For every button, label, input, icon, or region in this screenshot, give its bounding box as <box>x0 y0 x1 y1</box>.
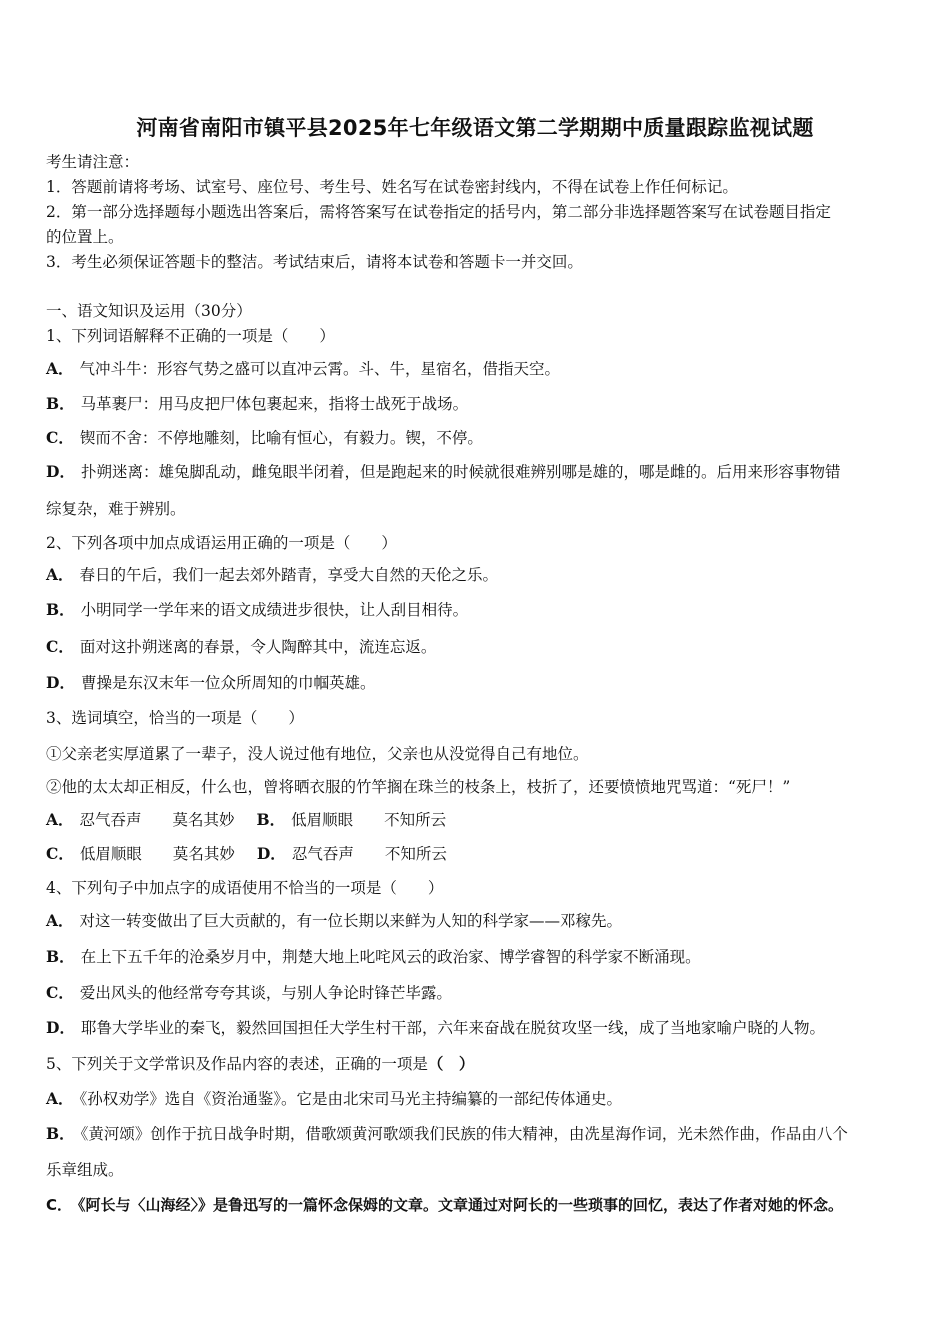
option-label: A． <box>46 565 74 584</box>
option-label: D． <box>46 673 75 692</box>
option-label: B． <box>46 1124 75 1143</box>
q2-option-c <box>46 637 436 657</box>
option-text: 小明同学一学年来的语文成绩进步很快，让人刮目相待。 <box>80 601 469 619</box>
option-text: 《阿长与〈山海经〉》是鲁迅写的一篇怀念保姆的文章。文章通过对阿长的一些琐事的回忆，表达了作者对她的怀念。 <box>78 1196 844 1214</box>
q1-option-b <box>46 394 468 414</box>
option-text: 忍气吞声 莫名其妙 <box>79 811 235 829</box>
option-label: C． <box>46 1196 73 1214</box>
option-label: A． <box>46 359 74 378</box>
option-label: B． <box>46 600 75 619</box>
option-label: D． <box>256 844 286 863</box>
option-label: D． <box>46 462 75 481</box>
option-label: C． <box>46 428 74 447</box>
option-text: 锲而不舍：不停地雕刻，比喻有恒心，有毅力。锲，不停。 <box>79 429 483 447</box>
q4-option-b <box>46 947 701 967</box>
option-text: 《孙权劝学》选自《资治通鉴》。它是由北宋司马光主持编纂的一部纪传体通史。 <box>79 1090 623 1108</box>
q5-option-c <box>46 1195 843 1215</box>
option-text: 低眉顺眼 不知所云 <box>291 811 447 829</box>
option-text: 对这一转变做出了巨大贡献的，有一位长期以来鲜为人知的科学家——邓稼先。 <box>79 912 623 930</box>
q2-option-d <box>46 673 375 693</box>
option-label: A． <box>46 911 74 930</box>
q2-option-a <box>46 565 498 585</box>
option-text: 气冲斗牛：形容气势之盛可以直冲云霄。斗、牛，星宿名，借指天空。 <box>79 360 561 378</box>
q5-option-b <box>46 1124 848 1144</box>
q5-option-b-cont: 乐章组成。 <box>46 1161 124 1179</box>
question-5-stem <box>46 1054 474 1074</box>
option-label: C． <box>46 637 74 656</box>
q1-option-d <box>46 462 840 482</box>
notice-item-3: 3．考生必须保证答题卡的整洁。考试结束后，请将本试卷和答题卡一并交回。 <box>46 253 583 271</box>
option-text: 爱出风头的他经常夸夸其谈，与别人争论时锋芒毕露。 <box>79 984 452 1002</box>
section-heading: 一、语文知识及运用（30分） <box>46 302 252 320</box>
q3-options-cd <box>46 844 447 864</box>
q5-option-a <box>46 1089 622 1109</box>
option-label: A． <box>46 810 74 829</box>
notice-item-1: 1．答题前请将考场、试室号、座位号、考生号、姓名写在试卷密封线内，不得在试卷上作任何标记。 <box>46 178 738 196</box>
notice-heading: 考生请注意： <box>46 153 140 171</box>
option-text: 《黄河颂》创作于抗日战争时期，借歌颂黄河歌颂我们民族的伟大精神，由冼星海作词，光未然作曲，作品由八个 <box>80 1125 848 1143</box>
q4-option-c <box>46 983 452 1003</box>
option-text: 在上下五千年的沧桑岁月中，荆楚大地上叱咤风云的政治家、博学睿智的科学家不断涌现。 <box>80 948 701 966</box>
answer-paren: （ ） <box>427 1054 475 1073</box>
option-label: C． <box>46 844 74 863</box>
option-text: 面对这扑朔迷离的春景，令人陶醉其中，流连忘返。 <box>79 638 437 656</box>
option-text: 忍气吞声 不知所云 <box>291 845 447 863</box>
question-2-stem: 2、下列各项中加点成语运用正确的一项是（ ） <box>46 534 397 552</box>
q1-option-c <box>46 428 483 448</box>
option-label: B． <box>256 810 286 829</box>
option-text: 马革裹尸：用马皮把尸体包裹起来，指将士战死于战场。 <box>80 395 469 413</box>
option-text: 扑朔迷离：雄兔脚乱动，雌兔眼半闭着，但是跑起来的时候就很难辨别哪是雄的，哪是雌的。后用来形容事物错 <box>80 463 841 481</box>
q4-option-a <box>46 911 622 931</box>
option-label: B． <box>46 394 75 413</box>
option-text: 春日的午后，我们一起去郊外踏青，享受大自然的天伦之乐。 <box>79 566 499 584</box>
option-text: 耶鲁大学毕业的秦飞，毅然回国担任大学生村干部，六年来奋战在脱贫攻坚一线，成了当地家喻户晓的人物。 <box>80 1019 825 1037</box>
question-4-stem: 4、下列句子中加点字的成语使用不恰当的一项是（ ） <box>46 879 444 897</box>
option-label: D． <box>46 1018 75 1037</box>
question-5-text: 5、下列关于文学常识及作品内容的表述，正确的一项是 <box>46 1055 428 1073</box>
q3-sentence-1: ①父亲老实厚道累了一辈子，没人说过他有地位，父亲也从没觉得自己有地位。 <box>46 745 589 763</box>
q1-option-d-cont: 综复杂，难于辨别。 <box>46 500 186 518</box>
q4-option-d <box>46 1018 825 1038</box>
exam-title: 河南省南阳市镇平县2025年七年级语文第二学期期中质量跟踪监视试题 <box>136 116 814 140</box>
question-1-stem: 1、下列词语解释不正确的一项是（ ） <box>46 327 335 345</box>
notice-item-2-cont: 的位置上。 <box>46 228 124 246</box>
q1-option-a <box>46 359 560 379</box>
q3-options-ab <box>46 810 446 830</box>
option-label: B． <box>46 947 75 966</box>
option-label: A． <box>46 1089 74 1108</box>
question-3-stem: 3、选词填空，恰当的一项是（ ） <box>46 709 304 727</box>
q2-option-b <box>46 600 468 620</box>
notice-item-2: 2．第一部分选择题每小题选出答案后，需将答案写在试卷指定的括号内，第二部分非选择题答案写在试卷题目指定 <box>46 203 831 221</box>
option-text: 曹操是东汉末年一位众所周知的巾帼英雄。 <box>80 674 376 692</box>
q3-sentence-2: ②他的太太却正相反，什么也，曾将晒衣服的竹竿搁在珠兰的枝条上，枝折了，还要愤愤地咒骂道：“死尸！” <box>46 778 791 796</box>
option-text: 低眉顺眼 莫名其妙 <box>79 845 235 863</box>
option-label: C． <box>46 983 74 1002</box>
